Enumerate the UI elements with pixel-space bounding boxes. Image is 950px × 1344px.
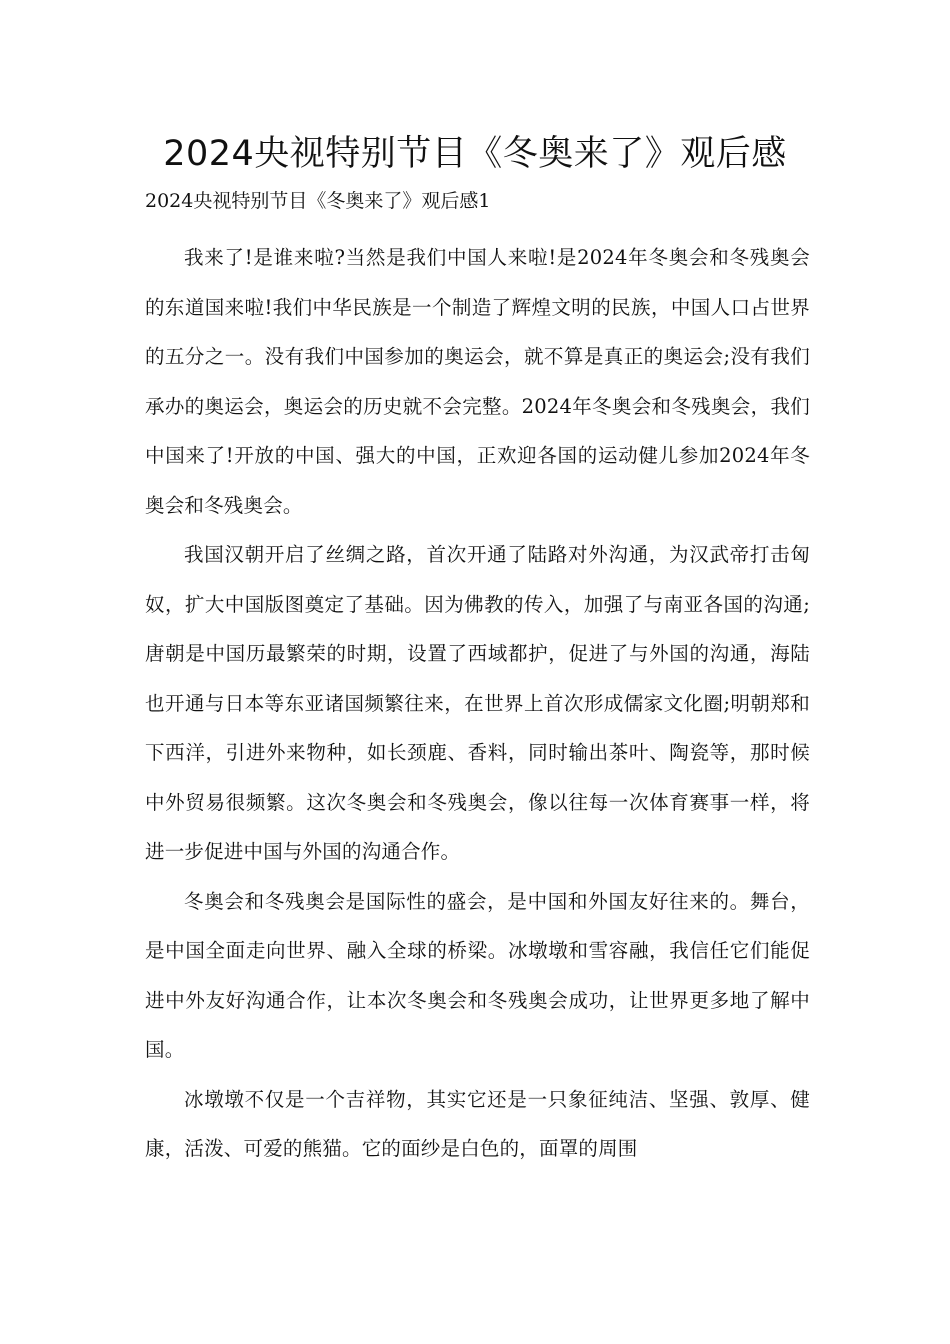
document-body: [145, 233, 810, 1174]
document-subtitle: 2024央视特别节目《冬奥来了》观后感1: [145, 190, 491, 212]
paragraph: 我国汉朝开启了丝绸之路，首次开通了陆路对外沟通，为汉武帝打击匈奴，扩大中国版图奠定了基础。因为佛教的传入，加强了与南亚各国的沟通;唐朝是中国历最繁荣的时期，设置了西域都护，促进了与外国的沟通，海陆也开通与日本等东亚诸国频繁往来，在世界上首次形成儒家文化圈;明朝郑和下西洋，引进外来物种，如长颈鹿、香料，同时输出茶叶、陶瓷等，那时候中外贸易很频繁。这次冬奥会和冬残奥会，像以往每一次体育赛事一样，将进一步促进中国与外国的沟通合作。: [145, 543, 810, 863]
paragraph: 冬奥会和冬残奥会是国际性的盛会，是中国和外国友好往来的。舞台，是中国全面走向世界、融入全球的桥梁。冰墩墩和雪容融，我信任它们能促进中外友好沟通合作，让本次冬奥会和冬残奥会成功，让世界更多地了解中国。: [145, 889, 810, 1061]
paragraph: 我来了!是谁来啦?当然是我们中国人来啦!是2024年冬奥会和冬残奥会的东道国来啦!我们中华民族是一个制造了辉煌文明的民族，中国人口占世界的五分之一。没有我们中国参加的奥运会，就不算是真正的奥运会;没有我们承办的奥运会，奥运会的历史就不会完整。2024年冬奥会和冬残奥会，我们中国来了!开放的中国、强大的中国，正欢迎各国的运动健儿参加2024年冬奥会和冬残奥会。: [145, 246, 810, 517]
paragraph: 冰墩墩不仅是一个吉祥物，其实它还是一只象征纯洁、坚强、敦厚、健康，活泼、可爱的熊猫。它的面纱是白色的，面罩的周围: [145, 1087, 810, 1160]
document-title: 2024央视特别节目《冬奥来了》观后感: [163, 134, 787, 174]
